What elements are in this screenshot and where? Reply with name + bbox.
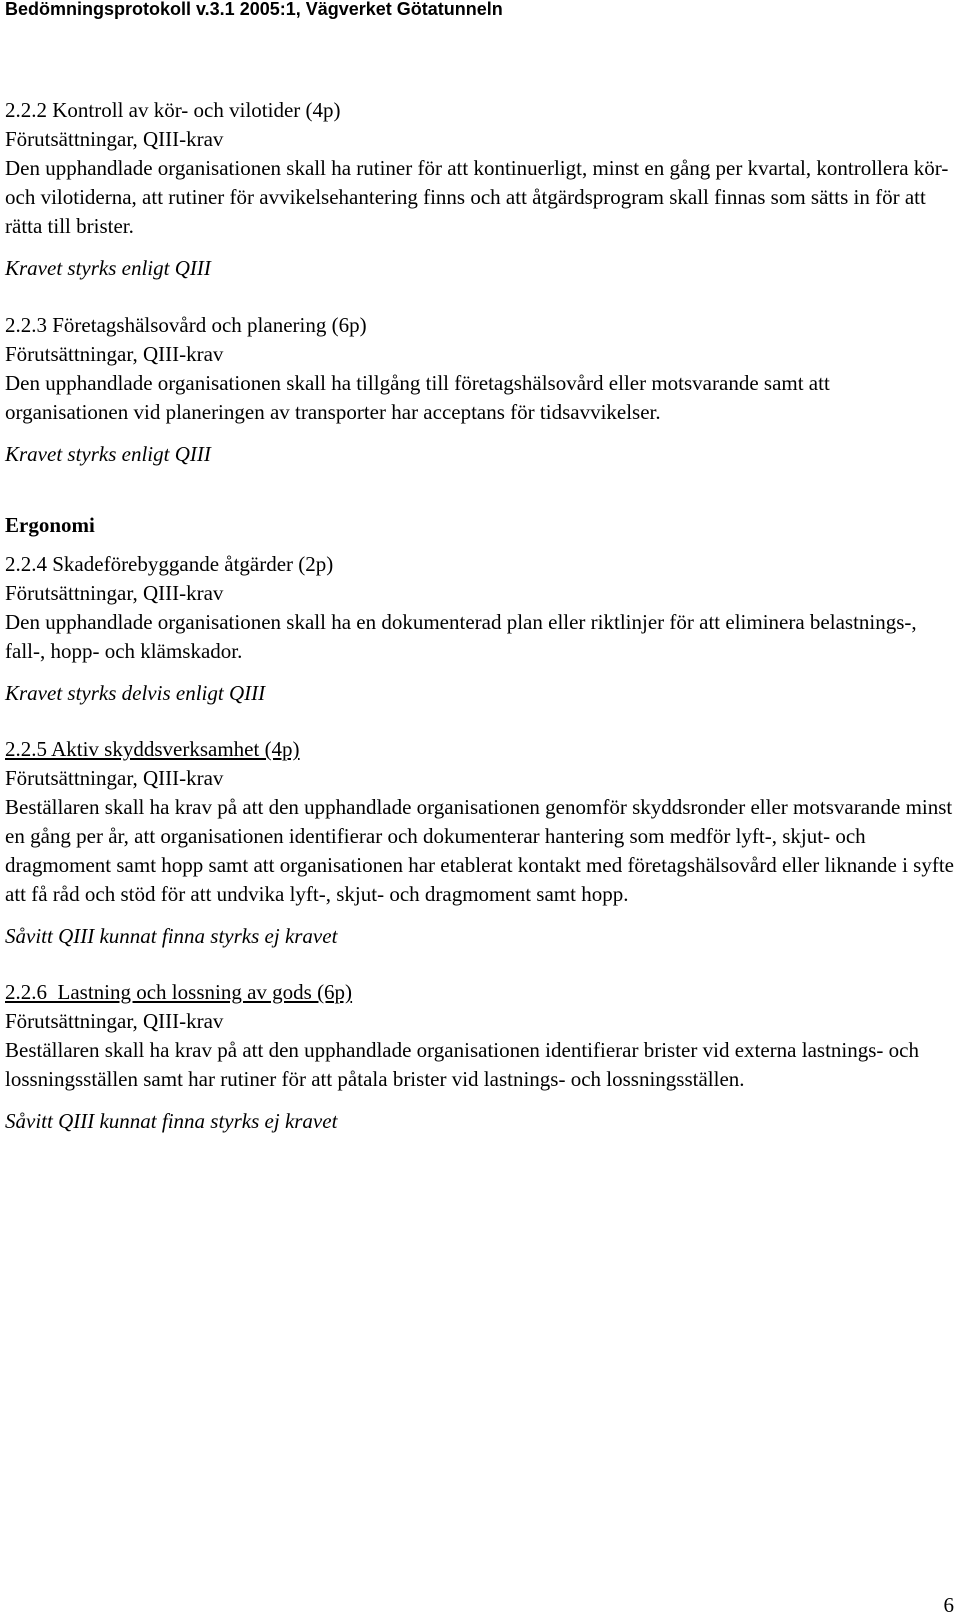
page-number: 6 [943, 1593, 954, 1617]
section-title: 2.2.4 Skadeförebyggande åtgärder (2p) [5, 552, 334, 576]
section-prerequisite: Förutsättningar, QIII-krav [5, 581, 224, 605]
section-prerequisite: Förutsättningar, QIII-krav [5, 127, 224, 151]
section-body: Beställaren skall ha krav på att den upphandlade organisationen identifierar brister vid externa lastnings- och lossningsställen samt har rutiner för att påtala brister vid lastnings- och lossningsställen. [5, 1038, 919, 1091]
section-body: Den upphandlade organisationen skall ha en dokumenterad plan eller riktlinjer för att eliminera belastnings-, fall-, hopp- och klämskador. [5, 610, 917, 663]
section-2-2-3 [5, 310, 955, 469]
section-verdict: Såvitt QIII kunnat finna styrks ej kravet [5, 924, 338, 948]
section-verdict: Såvitt QIII kunnat finna styrks ej kravet [5, 1109, 338, 1133]
section-title: 2.2.5 Aktiv skyddsverksamhet (4p) [5, 737, 300, 761]
section-prerequisite: Förutsättningar, QIII-krav [5, 766, 224, 790]
section-verdict: Kravet styrks enligt QIII [5, 442, 211, 466]
section-title: 2.2.2 Kontroll av kör- och vilotider (4p) [5, 98, 341, 122]
document-header: Bedömningsprotokoll v.3.1 2005:1, Vägverket Götatunneln [5, 0, 503, 19]
section-2-2-4 [5, 549, 955, 708]
section-body: Beställaren skall ha krav på att den upphandlade organisationen genomför skyddsronder eller motsvarande minst en gång per år, att organisationen identifierar och dokumenterar hantering som medför lyft-, skjut- och dragmoment samt hopp samt att organisationen har etablerat kontakt med företagshälsovård eller liknande i syfte att få råd och stöd för att undvika lyft-, skjut- och dragmoment samt hopp. [5, 795, 954, 906]
section-title: 2.2.6 Lastning och lossning av gods (6p) [5, 980, 353, 1004]
document-body [5, 95, 955, 1136]
section-title: 2.2.3 Företagshälsovård och planering (6p) [5, 313, 367, 337]
section-prerequisite: Förutsättningar, QIII-krav [5, 342, 224, 366]
section-2-2-6 [5, 977, 955, 1136]
section-body: Den upphandlade organisationen skall ha rutiner för att kontinuerligt, minst en gång per kvartal, kontrollera kör- och vilotiderna, att rutiner för avvikelsehantering finns och att åtgärdsprogram skall finnas som sätts in för att rätta till brister. [5, 156, 949, 238]
section-2-2-5 [5, 734, 955, 951]
section-verdict: Kravet styrks enligt QIII [5, 256, 211, 280]
section-prerequisite: Förutsättningar, QIII-krav [5, 1009, 224, 1033]
section-2-2-2 [5, 95, 955, 283]
subheading-ergonomi: Ergonomi [5, 513, 95, 537]
section-verdict: Kravet styrks delvis enligt QIII [5, 681, 266, 705]
section-body: Den upphandlade organisationen skall ha tillgång till företagshälsovård eller motsvarande samt att organisationen vid planeringen av transporter har acceptans för tidsavvikelser. [5, 371, 830, 424]
